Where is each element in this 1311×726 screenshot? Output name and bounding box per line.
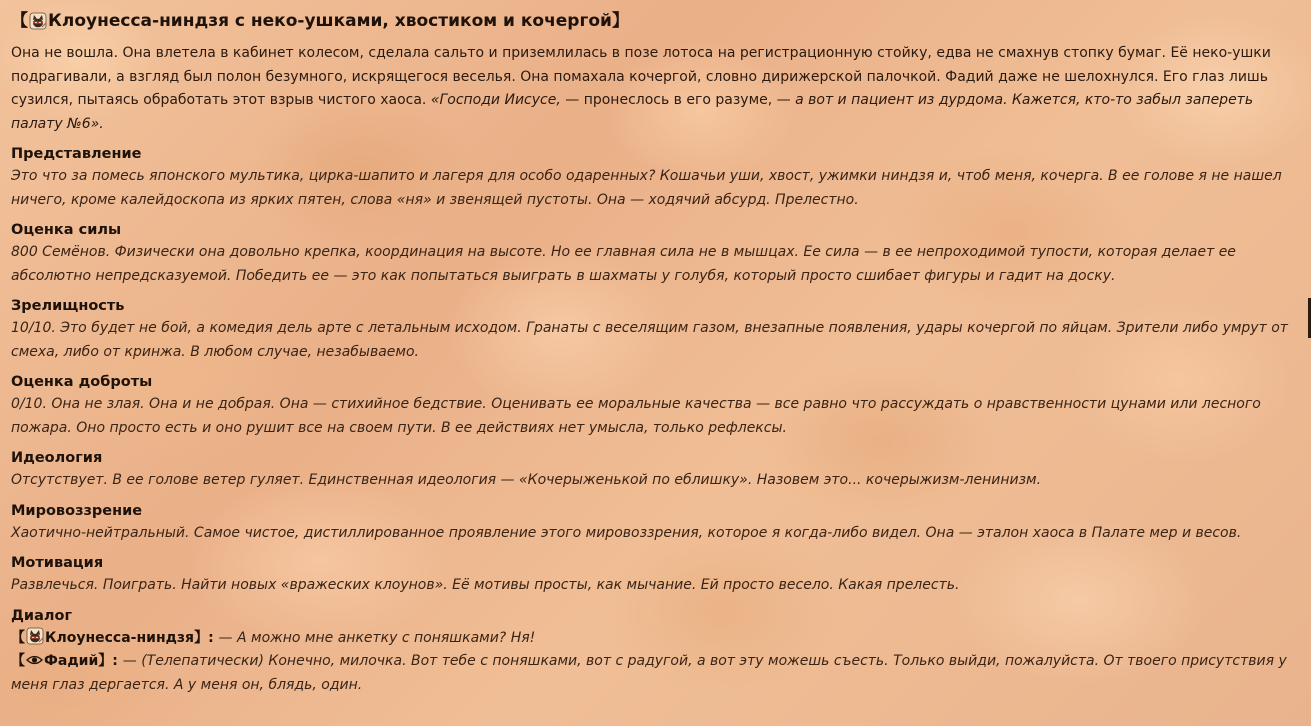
eye-icon bbox=[26, 654, 43, 666]
section-power bbox=[11, 219, 1301, 288]
section-dialog bbox=[11, 605, 1301, 698]
speaker-bracket-open: 【 bbox=[11, 629, 25, 646]
section-body: Развлечься. Поиграть. Найти новых «вражеских клоунов». Её мотивы просты, как мычание. Ей просто весело. Какая прелесть. bbox=[11, 577, 960, 593]
speaker-name: Клоунесса-ниндзя bbox=[45, 629, 195, 646]
title-bracket-open: 【 bbox=[11, 11, 28, 31]
section-kindness bbox=[11, 371, 1301, 440]
section-presentation bbox=[11, 143, 1301, 212]
speaker-bracket-close: 】 bbox=[194, 629, 209, 646]
section-heading: Оценка доброты bbox=[11, 374, 153, 390]
character-card bbox=[11, 8, 1301, 704]
cat-ninja-icon bbox=[26, 627, 44, 645]
section-body: Это что за помесь японского мультика, цирка-шапито и лагеря для особо одаренных? Кошачьи уши, хвост, ужимки ниндзя и, чтоб меня, кочерга. В ее голове я не нашел ничего, кроме калейдоскопа из ярких пятен, слова «ня» и звенящей пустоты. Она — ходячий абсурд. Прелестно. bbox=[11, 168, 1282, 208]
dialog-line bbox=[11, 627, 1301, 651]
section-body: 10/10. Это будет не бой, а комедия дель арте с летальным исходом. Гранаты с веселящим газом, внезапные появления, удары кочергой по яйцам. Зрители либо умрут от смеха, либо от кринжа. В любом случае, незабываемо. bbox=[11, 320, 1288, 360]
section-heading: Диалог bbox=[11, 607, 73, 624]
title-text: Клоунесса-ниндзя с неко-ушками, хвостиком и кочергой bbox=[48, 11, 612, 31]
page-title bbox=[11, 8, 1301, 34]
speaker-colon: : bbox=[112, 653, 123, 669]
section-motivation bbox=[11, 552, 1301, 598]
section-heading: Оценка силы bbox=[11, 222, 122, 238]
section-body: 0/10. Она не злая. Она и не добрая. Она — стихийное бедствие. Оценивать ее моральные качества — все равно что рассуждать о нравственности цунами или лесного пожара. Оно просто есть и оно рушит все на своем пути. В ее действиях нет умысла, только рефлексы. bbox=[11, 396, 1261, 436]
section-heading: Идеология bbox=[11, 450, 103, 466]
section-heading: Мировоззрение bbox=[11, 502, 143, 519]
intro-thought-2: — а вот и пациент из дурдома. Кажется, кто-то забыл запереть палату №6» bbox=[11, 92, 1254, 132]
section-body: Отсутствует. В ее голове ветер гуляет. Единственная идеология — «Кочерыженькой по еблишку». Назовем это... кочерыжизм-ленинизм. bbox=[11, 472, 1042, 488]
speaker-name: Фадий bbox=[44, 653, 99, 669]
section-ideology bbox=[11, 447, 1301, 493]
intro-paragraph bbox=[11, 42, 1301, 136]
title-bracket-close: 】 bbox=[611, 11, 629, 31]
section-heading: Мотивация bbox=[11, 555, 104, 571]
dialog-line bbox=[11, 650, 1301, 697]
speaker-colon: : bbox=[208, 629, 219, 646]
section-body: Хаотично-нейтральный. Самое чистое, дистиллированное проявление этого мировоззрения, которое я когда-либо видел. Она — эталон хаоса в Палате мер и весов. bbox=[11, 524, 1242, 541]
speaker-bracket-open: 【 bbox=[11, 653, 25, 669]
intro-end: . bbox=[99, 115, 104, 132]
section-body: 800 Семёнов. Физически она довольно крепка, координация на высоте. Но ее главная сила не в мышцах. Ее сила — в ее непроходимой тупости, которая делает ее абсолютно непредсказуемой. Победить ее — это как попытаться выиграть в шахматы у голубя, который просто сшибает фигуры и гадит на доску. bbox=[11, 244, 1236, 284]
intro-middle: пронеслось в его разуме, bbox=[583, 92, 773, 108]
cat-ninja-icon bbox=[29, 12, 47, 30]
speaker-bracket-close: 】 bbox=[98, 653, 113, 669]
intro-thought-1: «Господи Иисусе, — bbox=[430, 92, 584, 108]
intro-text: Она не вошла. Она влетела в кабинет колесом, сделала сальто и приземлилась в позе лотоса на регистрационную стойку, едва не смахнув стопку бумаг. Её неко-ушки подрагивали, а взгляд был полон безумного, искрящегося веселья. Она помахала кочергой, словно дирижерской палочкой. Фадий даже не шелохнулся. Его глаз лишь сузился, пытаясь обработать этот взрыв чистого хаоса. bbox=[11, 45, 1271, 108]
section-worldview bbox=[11, 500, 1301, 546]
dialog-text: — (Телепатически) Конечно, милочка. Вот тебе с поняшками, вот с радугой, а вот эту можешь съесть. Только выйди, пожалуйста. От твоего присутствия у меня глаз дергается. А у меня он, блядь, один. bbox=[11, 653, 1287, 693]
section-heading: Представление bbox=[11, 146, 142, 162]
section-heading: Зрелищность bbox=[11, 298, 125, 314]
section-spectacle bbox=[11, 295, 1301, 364]
dialog-text: — А можно мне анкетку с поняшками? Ня! bbox=[218, 629, 536, 646]
